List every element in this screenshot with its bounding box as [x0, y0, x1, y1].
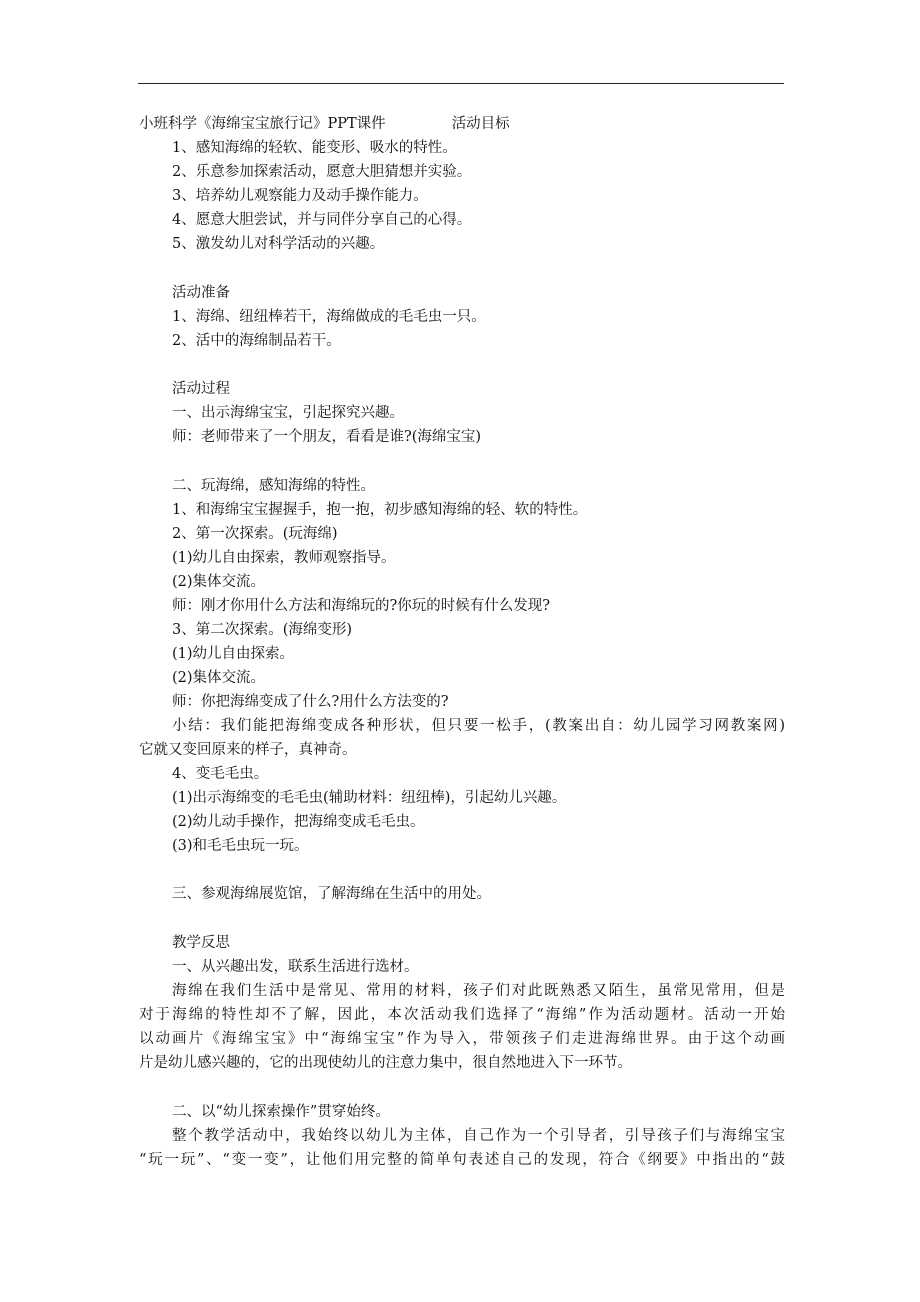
section-heading-goals: 活动目标 [451, 116, 510, 132]
process-line: 一、出示海绵宝宝，引起探究兴趣。 [172, 405, 404, 421]
goal-item: 2、乐意参加探索活动，愿意大胆猜想并实验。 [172, 164, 472, 180]
prep-item: 2、活中的海绵制品若干。 [172, 333, 341, 349]
process-line: 师：刚才你用什么方法和海绵玩的?你玩的时候有什么发现? [172, 598, 551, 614]
section-heading-reflection: 教学反思 [172, 935, 230, 951]
reflection-line: 对于海绵的特性却不了解，因此，本次活动我们选择了“海绵”作为活动题材。活动一开始 [139, 1007, 785, 1023]
section-heading-prep: 活动准备 [172, 285, 230, 301]
prep-item: 1、海绵、纽纽棒若干，海绵做成的毛毛虫一只。 [172, 309, 486, 325]
process-line: 2、第一次探索。(玩海绵) [172, 526, 338, 542]
process-line: 1、和海绵宝宝握握手，抱一抱，初步感知海绵的轻、软的特性。 [172, 502, 588, 518]
goal-item: 4、愿意大胆尝试，并与同伴分享自己的心得。 [172, 212, 472, 228]
process-line: 3、第二次探索。(海绵变形) [172, 622, 353, 638]
process-line: (3)和毛毛虫玩一玩。 [172, 838, 309, 854]
process-line: (1)出示海绵变的毛毛虫(辅助材料：纽纽棒)，引起幼儿兴趣。 [172, 790, 567, 806]
header-rule [138, 83, 784, 84]
process-line: (2)幼儿动手操作，把海绵变成毛毛虫。 [172, 814, 425, 830]
section-heading-process: 活动过程 [172, 381, 230, 397]
process-line: 师：你把海绵变成了什么?用什么方法变的? [172, 694, 449, 710]
goal-item: 5、激发幼儿对科学活动的兴趣。 [172, 236, 385, 252]
process-line: 二、玩海绵，感知海绵的特性。 [172, 478, 375, 494]
goal-item: 1、感知海绵的轻软、能变形、吸水的特性。 [172, 140, 457, 156]
process-line: (2)集体交流。 [172, 574, 266, 590]
process-line: (1)幼儿自由探索。 [172, 646, 295, 662]
process-line: 三、参观海绵展览馆，了解海绵在生活中的用处。 [172, 886, 491, 902]
process-line: 师：老师带来了一个朋友，看看是谁?(海绵宝宝) [172, 429, 482, 445]
reflection-point-title: 二、以“幼儿探索操作”贯穿始终。 [172, 1104, 390, 1120]
process-line: (1)幼儿自由探索，教师观察指导。 [172, 550, 396, 566]
title-line [139, 112, 785, 136]
reflection-line: 片是幼儿感兴趣的，它的出现使幼儿的注意力集中，很自然地进入下一环节。 [139, 1055, 632, 1071]
reflection-line: 以动画片《海绵宝宝》中“海绵宝宝”作为导入，带领孩子们走进海绵世界。由于这个动画 [139, 1031, 785, 1047]
reflection-line: 海绵在我们生活中是常见、常用的材料，孩子们对此既熟悉又陌生，虽常见常用，但是 [172, 983, 785, 999]
process-line: (2)集体交流。 [172, 670, 266, 686]
document-title: 小班科学《海绵宝宝旅行记》PPT课件 [139, 116, 386, 132]
reflection-line: “玩一玩”、“变一变”，让他们用完整的简单句表述自己的发现，符合《纲要》中指出的“鼓 [139, 1152, 785, 1168]
process-line: 4、变毛毛虫。 [172, 766, 269, 782]
summary-line: 小结：我们能把海绵变成各种形状，但只要一松手，(教案出自：幼儿园学习网教案网) [172, 718, 785, 734]
reflection-point-title: 一、从兴趣出发，联系生活进行选材。 [172, 959, 419, 975]
summary-line: 它就又变回原来的样子，真神奇。 [139, 742, 357, 758]
reflection-line: 整个教学活动中，我始终以幼儿为主体，自己作为一个引导者，引导孩子们与海绵宝宝 [172, 1128, 785, 1144]
goal-item: 3、培养幼儿观察能力及动手操作能力。 [172, 188, 428, 204]
